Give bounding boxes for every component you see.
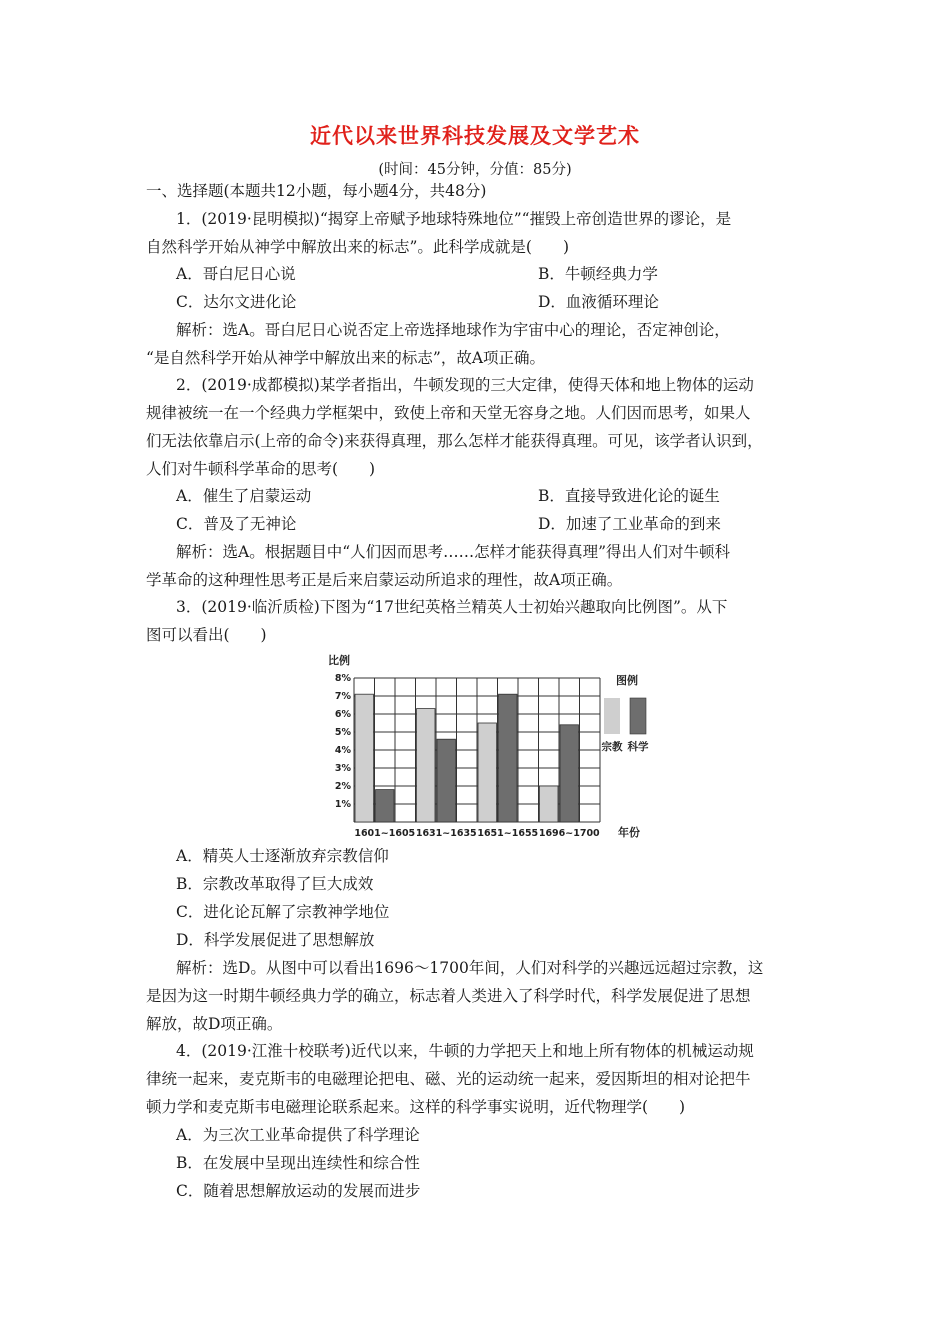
- legend-swatch: [604, 698, 620, 734]
- q1-option-c: C．达尔文进化论: [176, 293, 297, 311]
- q2-option-d: D．加速了工业革命的到来: [538, 515, 721, 533]
- q3-explanation-line3: 解放，故D项正确。: [146, 1015, 283, 1033]
- bar-religion: [417, 709, 435, 822]
- bar-science: [560, 725, 578, 822]
- legend-label: 宗教: [601, 741, 623, 753]
- y-tick-label: 2%: [334, 781, 351, 792]
- q3-option-d: D．科学发展促进了思想解放: [176, 931, 375, 949]
- y-tick-label: 4%: [334, 745, 351, 756]
- bar-science: [437, 739, 455, 822]
- y-axis-label: 比例: [328, 654, 350, 667]
- bar-science: [499, 694, 517, 822]
- q1-explanation-line1: 解析：选A。哥白尼日心说否定上帝选择地球作为宇宙中心的理论，否定神创论，: [176, 321, 730, 339]
- bar-religion: [355, 694, 373, 822]
- x-tick-label: 1601~1605: [354, 828, 416, 839]
- q3-stem-line2: 图可以看出( ): [146, 626, 267, 644]
- bar-religion: [478, 723, 496, 822]
- q3-option-b: B．宗教改革取得了巨大成效: [176, 875, 374, 893]
- legend-label: 科学: [627, 741, 649, 753]
- q1-option-a: A．哥白尼日心说: [176, 265, 296, 283]
- legend-title: 图例: [616, 674, 638, 687]
- q2-stem-line2: 规律被统一在一个经典力学框架中，致使上帝和天堂无容身之地。人们因而思考，如果人: [146, 404, 751, 422]
- q1-option-d: D．血液循环理论: [538, 293, 659, 311]
- q2-option-a: A．催生了启蒙运动: [176, 487, 312, 505]
- q4-stem-line3: 顿力学和麦克斯韦电磁理论联系起来。这样的科学事实说明，近代物理学( ): [146, 1098, 686, 1116]
- y-tick-label: 8%: [334, 673, 351, 684]
- y-tick-label: 5%: [334, 727, 351, 738]
- q3-explanation-line2: 是因为这一时期牛顿经典力学的确立，标志着人类进入了科学时代，科学发展促进了思想: [146, 987, 751, 1005]
- x-tick-label: 1651~1655: [477, 828, 539, 839]
- x-tick-label: 1696~1700: [538, 828, 600, 839]
- bar-science: [376, 790, 394, 822]
- q2-stem-line3: 们无法依靠启示(上帝的命令)来获得真理，那么怎样才能获得真理。可见，该学者认识到，: [146, 432, 763, 450]
- q1-explanation-line2: “是自然科学开始从神学中解放出来的标志”，故A项正确。: [146, 349, 546, 367]
- document-title: 近代以来世界科技发展及文学艺术: [310, 123, 640, 148]
- q4-option-a: A．为三次工业革命提供了科学理论: [176, 1126, 420, 1144]
- q3-stem-line1: 3．(2019·临沂质检)下图为“17世纪英格兰精英人士初始兴趣取向比例图”。从下: [176, 598, 728, 616]
- q2-stem-line1: 2．(2019·成都模拟)某学者指出，牛顿发现的三大定律，使得天体和地上物体的运动: [176, 376, 754, 394]
- q2-option-b: B．直接导致进化论的诞生: [538, 487, 720, 505]
- x-tick-label: 1631~1635: [415, 828, 477, 839]
- q1-stem-line2: 自然科学开始从神学中解放出来的标志”。此科学成就是( ): [146, 238, 570, 256]
- q4-stem-line2: 律统一起来，麦克斯韦的电磁理论把电、磁、光的运动统一起来，爱因斯坦的相对论把牛: [146, 1070, 751, 1088]
- q3-option-c: C．进化论瓦解了宗教神学地位: [176, 903, 390, 921]
- q2-explanation-line2: 学革命的这种理性思考正是后来启蒙运动所追求的理性，故A项正确。: [146, 571, 623, 589]
- q4-stem-line1: 4．(2019·江淮十校联考)近代以来，牛顿的力学把天上和地上所有物体的机械运动规: [176, 1042, 754, 1060]
- q4-option-c: C．随着思想解放运动的发展而进步: [176, 1182, 421, 1200]
- q2-option-c: C．普及了无神论: [176, 515, 297, 533]
- y-tick-label: 3%: [334, 763, 351, 774]
- q2-stem-line4: 人们对牛顿科学革命的思考( ): [146, 460, 376, 478]
- bar-religion: [540, 786, 558, 822]
- q4-option-b: B．在发展中呈现出连续性和综合性: [176, 1154, 420, 1172]
- q3-option-a: A．精英人士逐渐放弃宗教信仰: [176, 847, 389, 865]
- q3-explanation-line1: 解析：选D。从图中可以看出1696～1700年间，人们对科学的兴趣远远超过宗教，这: [176, 959, 764, 977]
- y-tick-label: 1%: [334, 799, 351, 810]
- document-subtitle: (时间：45分钟，分值：85分): [378, 162, 572, 178]
- legend-swatch: [630, 698, 646, 734]
- section-heading: 一、选择题(本题共12小题，每小题4分，共48分): [146, 182, 487, 200]
- q1-option-b: B．牛顿经典力学: [538, 265, 658, 283]
- q2-explanation-line1: 解析：选A。根据题目中“人们因而思考……怎样才能获得真理”得出人们对牛顿科: [176, 543, 731, 561]
- q1-stem-line1: 1．(2019·昆明模拟)“揭穿上帝赋予地球特殊地位”“摧毁上帝创造世界的谬论，是: [176, 210, 732, 228]
- y-tick-label: 7%: [334, 691, 351, 702]
- y-tick-label: 6%: [334, 709, 351, 720]
- x-axis-label: 年份: [618, 826, 640, 839]
- interest-ratio-bar-chart: [324, 650, 664, 842]
